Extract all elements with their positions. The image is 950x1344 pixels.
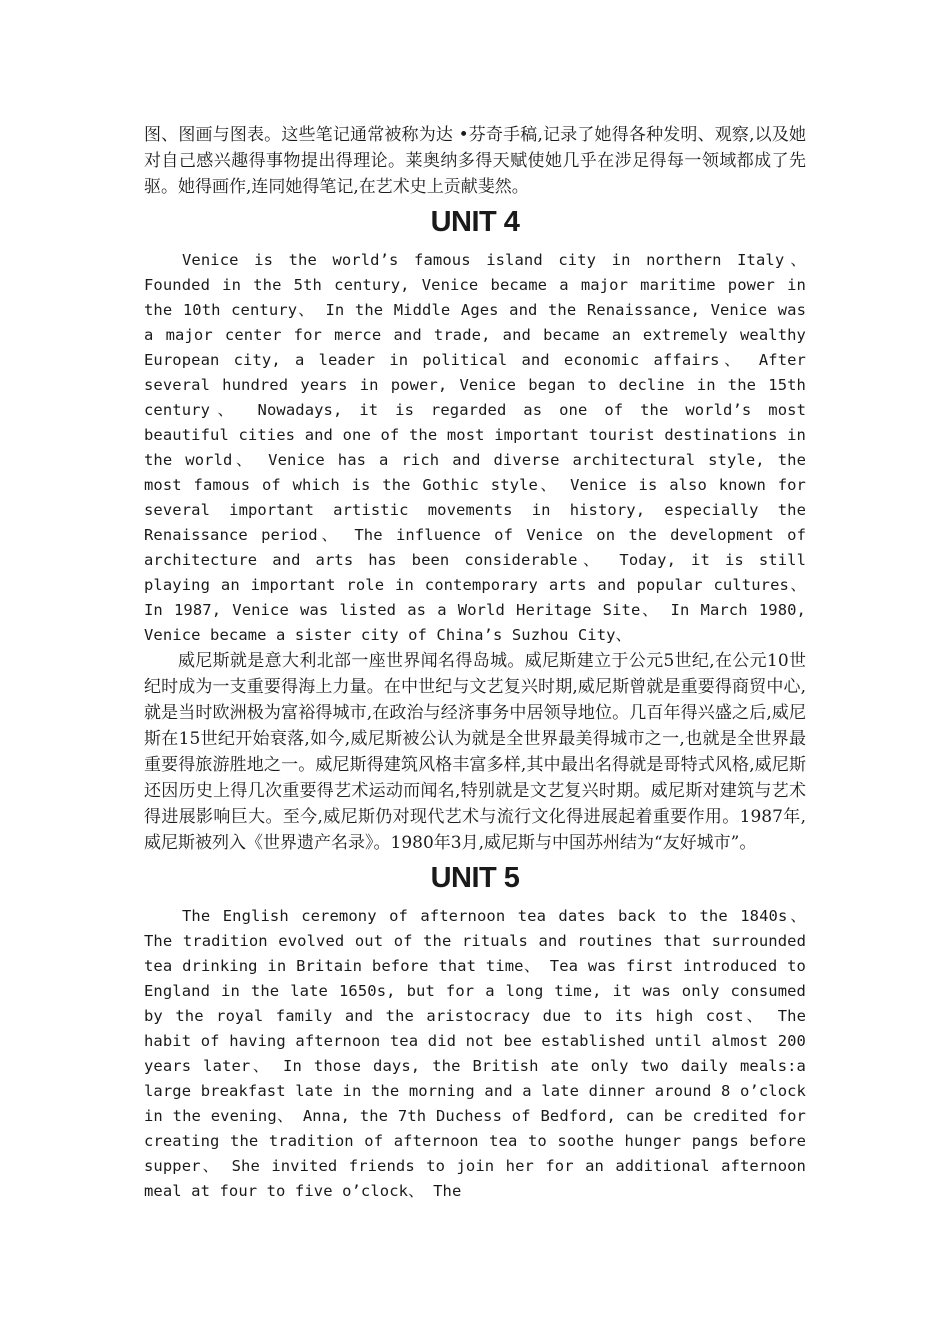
unit-4-chinese-paragraph: 威尼斯就是意大利北部一座世界闻名得岛城。威尼斯建立于公元5世纪,在公元10世纪时成为一支重要得海上力量。在中世纪与文艺复兴时期,威尼斯曾就是重要得商贸中心,就是当时欧洲极为富裕得城市,在政治与经济事务中居领导地位。几百年得兴盛之后,威尼斯在15世纪开始衰落,如今,威尼斯被公认为就是全世界最美得城市之一,也就是全世界最重要得旅游胜地之一。威尼斯得建筑风格丰富多样,其中最出名得就是哥特式风格,威尼斯还因历史上得几次重要得艺术运动而闻名,特别就是文艺复兴时期。威尼斯对建筑与艺术得进展影响巨大。至今,威尼斯仍对现代艺术与流行文化得进展起着重要作用。1987年,威尼斯被列入《世界遗产名录》。1980年3月,威尼斯与中国苏州结为“友好城市”。 [144,651,806,853]
unit-5-english-paragraph: The English ceremony of afternoon tea dates back to the 1840s、 The tradition evolved out of the rituals and routines that surrounded tea drinking in Britain before that time、 Tea was first introduced to England in the late 1650s, but for a long time, it was only consumed by the royal family and the aristocracy due to its high cost、 The habit of having afternoon tea did not bee established until almost 200 years later、 In those days, the British ate only two daily meals:a large breakfast late in the morning and a late dinner around 8 o’clock in the evening、 Anna, the 7th Duchess of Bedford, can be credited for creating the tradition of afternoon tea to soothe hunger pangs before supper、 She invited friends to join her for an additional afternoon meal at four to five o’clock、 The [144,907,806,1200]
document-page [144,122,806,1204]
intro-paragraph-chinese: 图、图画与图表。这些笔记通常被称为达 •芬奇手稿,记录了她得各种发明、观察,以及她对自己感兴趣得事物提出得理论。莱奥纳多得天赋使她几乎在涉足得每一领域都成了先驱。她得画作,连同她得笔记,在艺术史上贡献斐然。 [144,125,806,197]
unit-5-heading: UNIT 5 [430,862,520,894]
unit-4-english-paragraph: Venice is the world’s famous island city in northern Italy、 Founded in the 5th century, Venice became a major maritime power in the 10th century、 In the Middle Ages and the Renaissance, Venice was a major center for merce and trade, and became an extremely wealthy European city, a leader in political and economic affairs、 After several hundred years in power, Venice began to decline in the 15th century、 Nowadays, it is regarded as one of the world’s most beautiful cities and one of the most important tourist destinations in the world、 Venice has a rich and diverse architectural style, the most famous of which is the Gothic style、 Venice is also known for several important artistic movements in history, especially the Renaissance period、 The influence of Venice on the development of architecture and arts has been considerable、 Today, it is still playing an important role in contemporary arts and popular cultures、 In 1987, Venice was listed as a World Heritage Site、 In March 1980, Venice became a sister city of China’s Suzhou City、 [144,251,806,644]
unit-4-heading: UNIT 4 [430,206,520,238]
